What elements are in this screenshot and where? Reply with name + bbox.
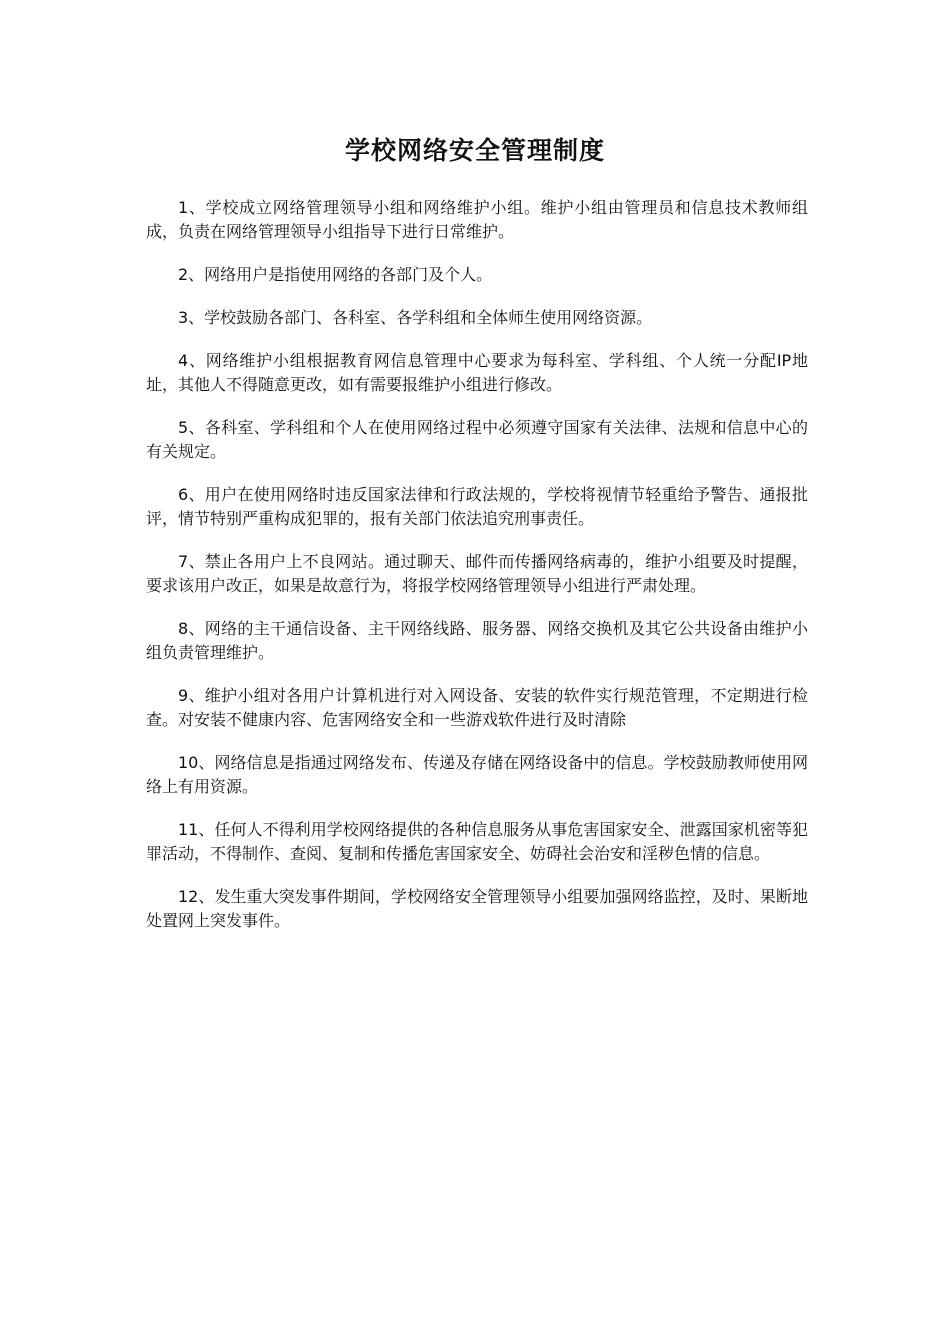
paragraph-12: 12、发生重大突发事件期间，学校网络安全管理领导小组要加强网络监控，及时、果断地处置网上突发事件。 <box>146 887 808 930</box>
paragraph-11: 11、任何人不得利用学校网络提供的各种信息服务从事危害国家安全、泄露国家机密等犯罪活动，不得制作、查阅、复制和传播危害国家安全、妨碍社会治安和淫秽色情的信息。 <box>146 820 808 863</box>
paragraph-7: 7、禁止各用户上不良网站。通过聊天、邮件而传播网络病毒的，维护小组要及时提醒，要求该用户改正，如果是故意行为，将报学校网络管理领导小组进行严肃处理。 <box>146 552 808 595</box>
paragraph-1: 1、学校成立网络管理领导小组和网络维护小组。维护小组由管理员和信息技术教师组成，负责在网络管理领导小组指导下进行日常维护。 <box>146 198 808 241</box>
paragraph-8: 8、网络的主干通信设备、主干网络线路、服务器、网络交换机及其它公共设备由维护小组负责管理维护。 <box>146 619 808 662</box>
paragraph-6: 6、用户在使用网络时违反国家法律和行政法规的，学校将视情节轻重给予警告、通报批评，情节特别严重构成犯罪的，报有关部门依法追究刑事责任。 <box>146 485 808 528</box>
document-body <box>146 196 808 952</box>
paragraph-5: 5、各科室、学科组和个人在使用网络过程中必须遵守国家有关法律、法规和信息中心的有关规定。 <box>146 418 808 461</box>
page-title: 学校网络安全管理制度 <box>344 136 605 165</box>
paragraph-4: 4、网络维护小组根据教育网信息管理中心要求为每科室、学科组、个人统一分配IP地址，其他人不得随意更改，如有需要报维护小组进行修改。 <box>146 351 808 394</box>
paragraph-10: 10、网络信息是指通过网络发布、传递及存储在网络设备中的信息。学校鼓励教师使用网络上有用资源。 <box>146 753 808 796</box>
paragraph-9: 9、维护小组对各用户计算机进行对入网设备、安装的软件实行规范管理，不定期进行检查。对安装不健康内容、危害网络安全和一些游戏软件进行及时清除 <box>146 686 808 729</box>
paragraph-2: 2、网络用户是指使用网络的各部门及个人。 <box>178 265 493 284</box>
paragraph-3: 3、学校鼓励各部门、各科室、各学科组和全体师生使用网络资源。 <box>178 308 653 327</box>
